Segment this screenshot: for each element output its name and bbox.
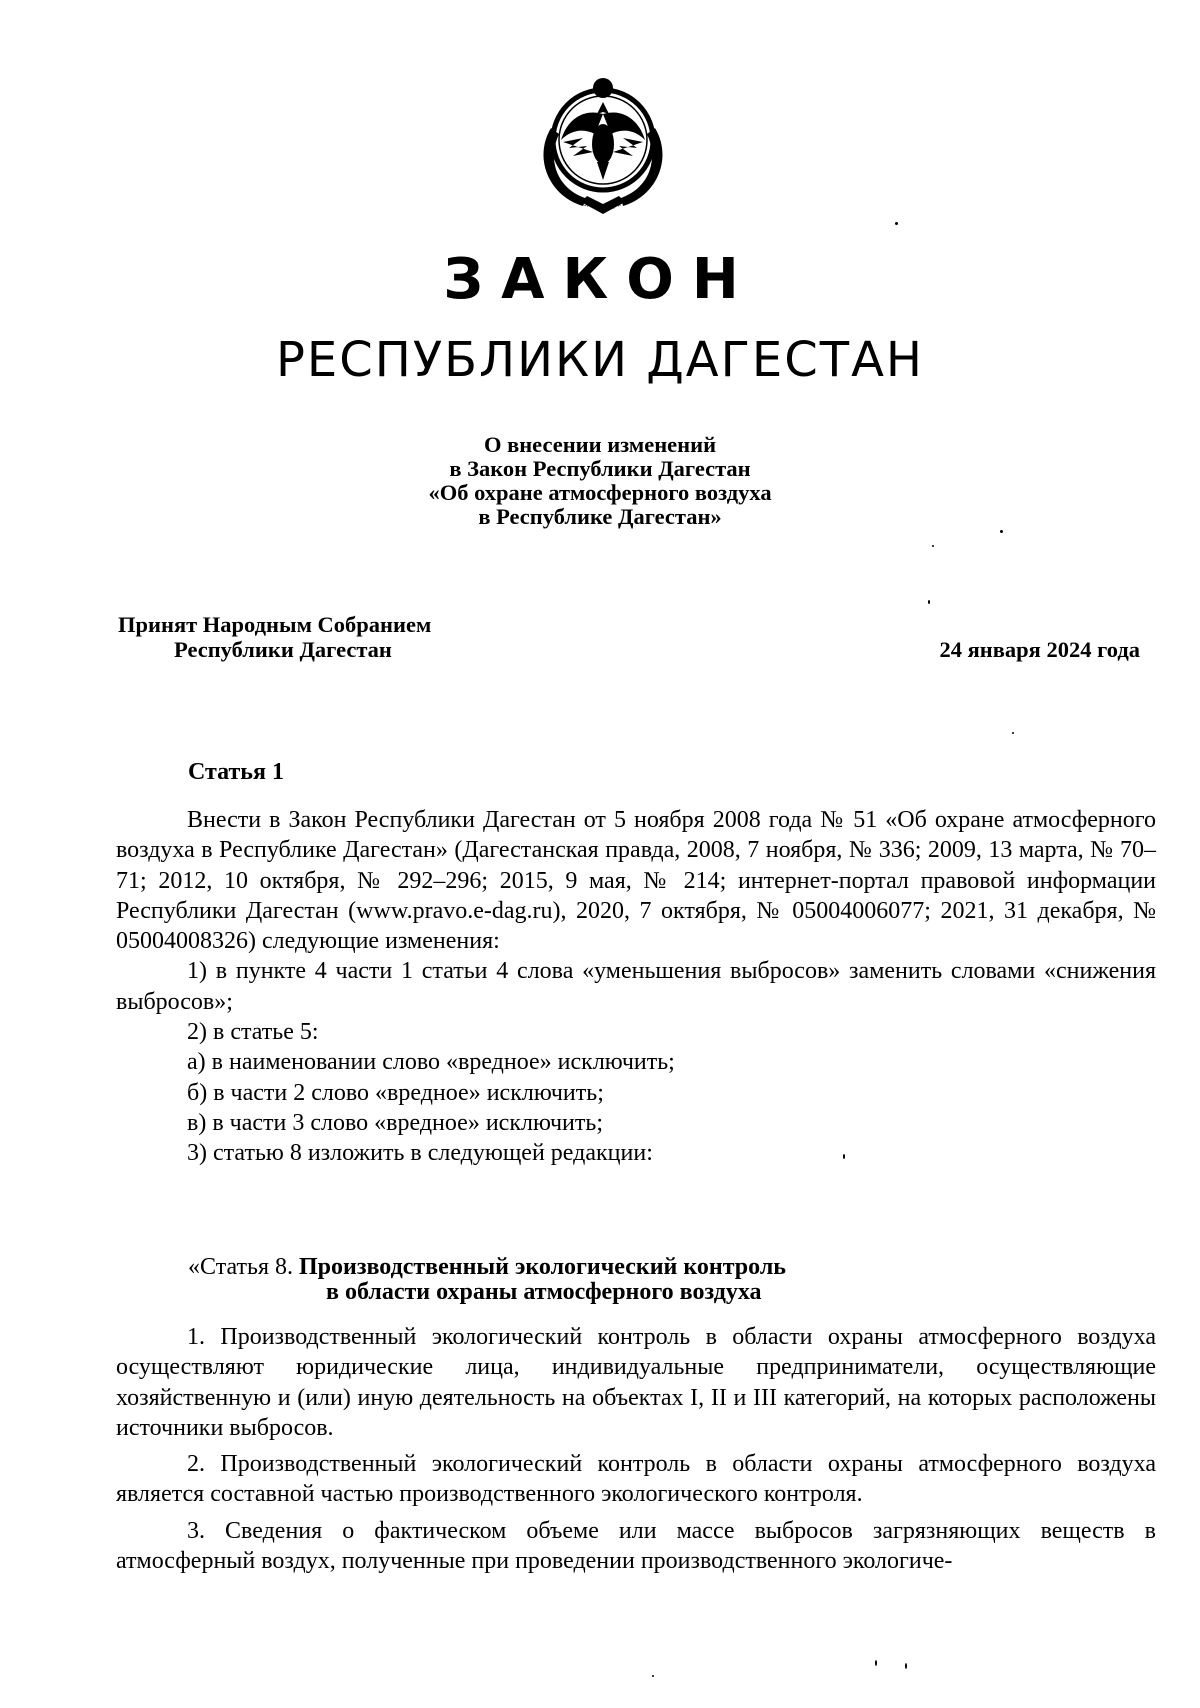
- adoption-date: 24 января 2024 года: [939, 637, 1140, 662]
- adopted-by: [118, 612, 431, 662]
- subject-line: О внесении изменений: [483, 432, 717, 457]
- article-1-intro: Внести в Закон Республики Дагестан от 5 ноября 2008 года № 51 «Об охране атмосферного воздуха в Республике Дагестан» (Дагестанская правда, 2008, 7 ноября, № 336; 2009, 13 марта, № 70–71; 2012, 10 октября, № 292–296; 2015, 9 мая, № 214; интернет-портал правовой информации Республики Дагестан (www.pravo.e-dag.ru), 2020, 7 октября, № 05004006077; 2021, 31 декабря, № 05004008326) следующие изменения:: [116, 807, 1156, 955]
- amendment-item: а) в наименовании слово «вредное» исключить;: [187, 1049, 675, 1076]
- scan-speck: [843, 1154, 845, 1159]
- emblem-inscription: РЕСПУБЛИКА ДАГЕСТАН: [561, 187, 645, 211]
- amendment-item: 2) в статье 5:: [187, 1019, 319, 1046]
- adopted-by-line: Республики Дагестан: [174, 637, 392, 662]
- subject-line: в Закон Республики Дагестан: [449, 456, 751, 481]
- scan-speck: [905, 1663, 907, 1669]
- quoted-paragraph: 1. Производственный экологический контроль в области охраны атмосферного воздуха осуществляют юридические лица, индивидуальные предприниматели, осуществляющие хозяйственную и (или) иную деятельность на объектах I, II и III категорий, на которых расположены источники выбросов.: [116, 1324, 1156, 1441]
- scan-speck: [652, 1675, 654, 1677]
- quoted-paragraph: 3. Сведения о фактическом объеме или массе выбросов загрязняющих веществ в атмосферный воздух, полученные при проведении производственного экологиче-: [116, 1517, 1156, 1575]
- document-subject: [0, 433, 1200, 529]
- dagestan-coat-of-arms-icon: [523, 68, 683, 228]
- scan-speck: [1012, 732, 1014, 734]
- amendment-item: 3) статью 8 изложить в следующей редакции:: [187, 1140, 653, 1167]
- law-subtitle: РЕСПУБЛИКИ ДАГЕСТАН: [275, 332, 924, 388]
- quoted-article-heading: [188, 1255, 786, 1305]
- scan-speck: [932, 545, 934, 547]
- subject-line: в Республике Дагестан»: [478, 504, 722, 529]
- amendment-item: в) в части 3 слово «вредное» исключить;: [187, 1109, 603, 1136]
- subject-line: «Об охране атмосферного воздуха: [428, 480, 772, 505]
- scan-speck: [895, 222, 898, 225]
- article-1-body: [116, 805, 1156, 1169]
- law-title: ЗАКОН: [443, 247, 757, 312]
- scan-speck: [1000, 530, 1003, 533]
- quoted-paragraph: 2. Производственный экологический контроль в области охраны атмосферного воздуха является составной частью производственного экологического контроля.: [116, 1451, 1156, 1508]
- quoted-article-title: Производственный экологический контроль: [298, 1254, 786, 1280]
- scan-speck: [875, 1660, 877, 1666]
- article-1-heading: Статья 1: [188, 759, 284, 785]
- adopted-by-line: Принят Народным Собранием: [118, 612, 432, 637]
- quoted-article-label: «Статья 8.: [188, 1254, 293, 1280]
- amendment-item: 1) в пункте 4 части 1 статьи 4 слова «уменьшения выбросов» заменить словами «снижения выбросов»;: [116, 958, 1156, 1015]
- quoted-article-title: в области охраны атмосферного воздуха: [326, 1279, 762, 1305]
- quoted-article-body: [116, 1322, 1156, 1576]
- scan-speck: [928, 600, 930, 604]
- amendment-item: б) в части 2 слово «вредное» исключить;: [187, 1079, 604, 1106]
